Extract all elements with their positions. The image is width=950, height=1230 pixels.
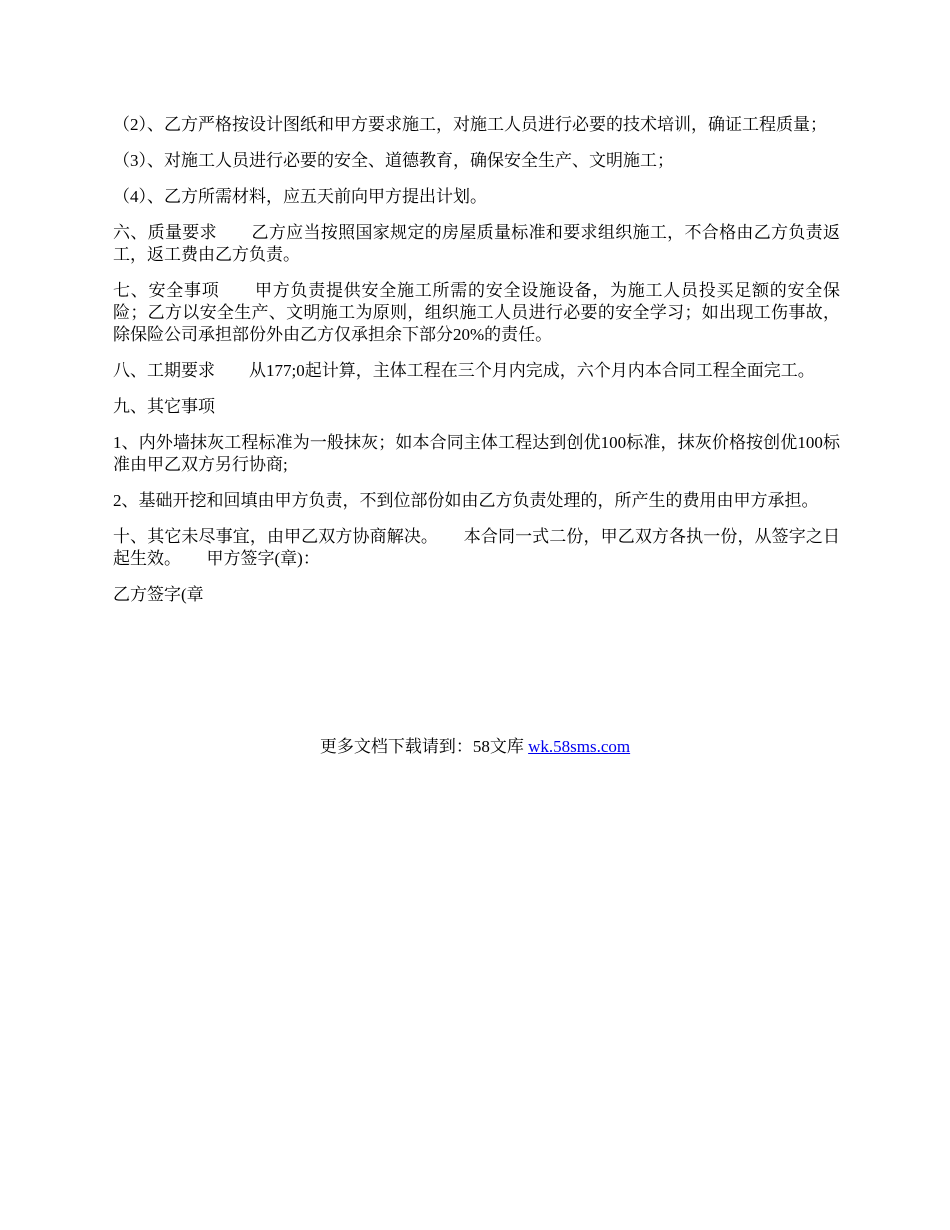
party-b-signature: 乙方签字(章 [113, 585, 204, 604]
clause-2: （2）、乙方严格按设计图纸和甲方要求施工，对施工人员进行必要的技术培训，确证工程质量； [113, 115, 827, 134]
other-matters-item-2: 2、基础开挖和回填由甲方负责，不到位部份如由乙方负责处理的，所产生的费用由甲方承担。 [113, 491, 819, 510]
clause-4: （4）、乙方所需材料，应五天前向甲方提出计划。 [113, 187, 487, 206]
download-footer [0, 736, 950, 758]
section-schedule-requirements: 八、工期要求 从177;0起计算，主体工程在三个月内完成，六个月内本合同工程全面完工。 [113, 361, 815, 380]
document-body [113, 114, 840, 620]
section-other-matters: 九、其它事项 [113, 397, 215, 416]
section-safety-matters: 七、安全事项 甲方负责提供安全施工所需的安全设施设备，为施工人员投买足额的安全保险；乙方以安全生产、文明施工为原则，组织施工人员进行必要的安全学习；如出现工伤事故，除保险公司承担部份外由乙方仅承担余下部分20%的责任。 [113, 281, 840, 344]
footer-prefix-text: 更多文档下载请到：58文库 [319, 737, 529, 756]
footer-site-link[interactable]: wk.58sms.com [528, 737, 631, 756]
clause-3: （3）、对施工人员进行必要的安全、道德教育，确保安全生产、文明施工； [113, 151, 674, 170]
section-quality-requirements: 六、质量要求 乙方应当按照国家规定的房屋质量标准和要求组织施工，不合格由乙方负责返工，返工费由乙方负责。 [113, 223, 840, 264]
other-matters-item-1: 1、内外墙抹灰工程标准为一般抹灰；如本合同主体工程达到创优100标准，抹灰价格按创优100标准由甲乙双方另行协商; [113, 433, 840, 474]
section-final-provisions: 十、其它未尽事宜，由甲乙双方协商解决。 本合同一式二份，甲乙双方各执一份，从签字之日起生效。 甲方签字(章)： [113, 527, 840, 568]
